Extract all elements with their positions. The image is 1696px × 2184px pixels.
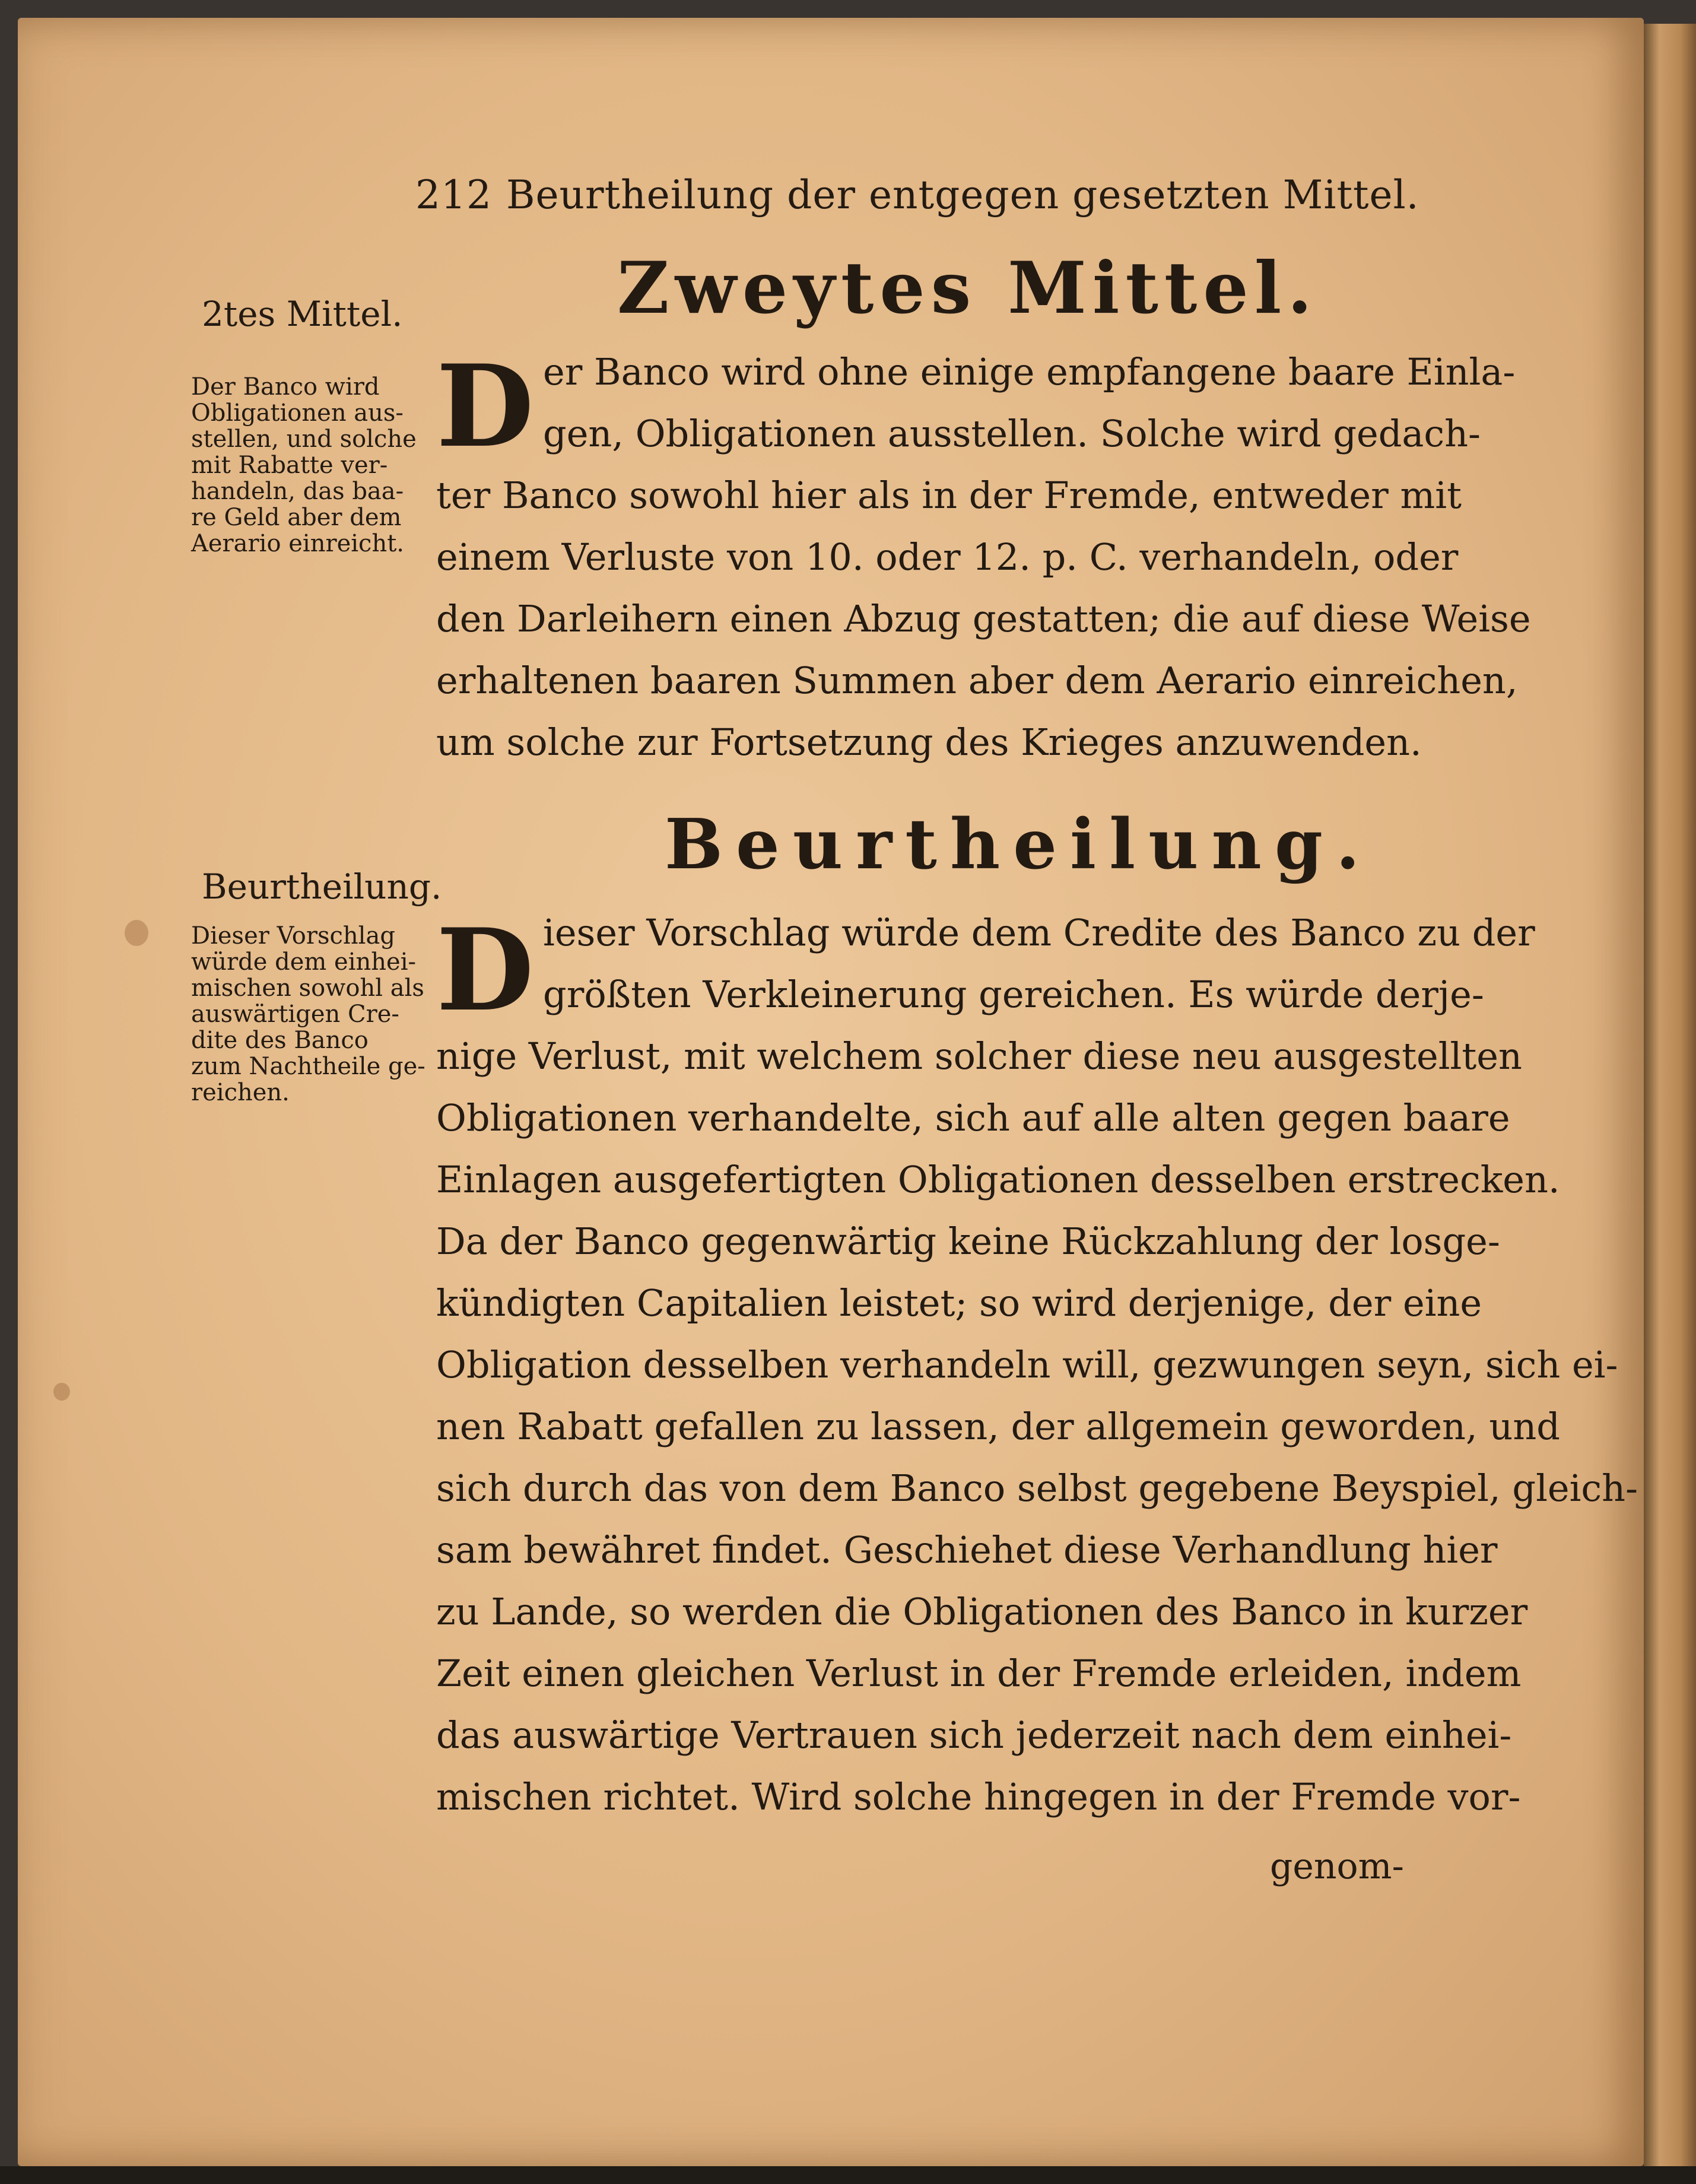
text-line: gen, Obligationen ausstellen. Solche wird gedach-	[543, 412, 1481, 455]
text-line: zu Lande, so werden die Obligationen des Banco in kurzer	[436, 1590, 1528, 1633]
gloss-line: re Geld aber dem	[191, 504, 402, 531]
drop-cap: D	[436, 340, 534, 472]
text-line: den Darleihern einen Abzug gestatten; die auf diese Weise	[436, 597, 1531, 640]
text-line: größten Verkleinerung gereichen. Es würde derje-	[543, 973, 1484, 1016]
adjacent-page-edge	[1644, 24, 1696, 2166]
text-line: einem Verluste von 10. oder 12. p. C. verhandeln, oder	[436, 535, 1459, 579]
gloss-line: zum Nachtheile ge-	[191, 1053, 425, 1080]
gloss-line: stellen, und solche	[191, 426, 417, 453]
gloss-line: Der Banco wird	[191, 373, 380, 401]
section-heading-beurtheilung: Beurtheilung.	[665, 804, 1373, 885]
margin-label: Beurtheilung.	[202, 866, 442, 907]
paper-stain	[125, 920, 148, 946]
text-line: sich durch das von dem Banco selbst gegebene Beyspiel, gleich-	[436, 1466, 1638, 1510]
text-line: er Banco wird ohne einige empfangene baare Einla-	[543, 350, 1516, 393]
gloss-line: handeln, das baa-	[191, 478, 404, 505]
text-line: nige Verlust, mit welchem solcher diese neu ausgestellten	[436, 1034, 1522, 1078]
gloss-line: reichen.	[191, 1079, 290, 1106]
marginal-gloss	[191, 923, 428, 1106]
paragraph	[436, 902, 1638, 1828]
text-line: sam bewähret findet. Geschiehet diese Verhandlung hier	[436, 1528, 1498, 1572]
text-line: Zeit einen gleichen Verlust in der Fremde erleiden, indem	[436, 1652, 1522, 1695]
text-line: Einlagen ausgefertigten Obligationen desselben erstrecken.	[436, 1158, 1560, 1201]
gloss-line: auswärtigen Cre-	[191, 1001, 399, 1028]
scan-bottom-edge	[0, 2166, 1696, 2184]
text-line: kündigten Capitalien leistet; so wird derjenige, der eine	[436, 1281, 1482, 1325]
gloss-line: mischen sowohl als	[191, 974, 424, 1002]
text-line: Da der Banco gegenwärtig keine Rückzahlung der losge-	[436, 1220, 1500, 1263]
margin-label: 2tes Mittel.	[202, 294, 403, 334]
section-heading-zweytes-mittel: Zweytes Mittel.	[617, 246, 1319, 330]
gloss-line: Aerario einreicht.	[191, 530, 405, 557]
gloss-line: Dieser Vorschlag	[191, 922, 395, 950]
gloss-line: würde dem einhei-	[191, 948, 417, 976]
gloss-line: dite des Banco	[191, 1027, 369, 1054]
text-line: ter Banco sowohl hier als in der Fremde, entweder mit	[436, 474, 1462, 517]
paper-stain	[53, 1383, 70, 1401]
running-title: Beurtheilung der entgegen gesetzten Mittel.	[506, 172, 1419, 218]
text-line: Obligation desselben verhandeln will, gezwungen seyn, sich ei-	[436, 1343, 1618, 1386]
text-line: ieser Vorschlag würde dem Credite des Banco zu der	[543, 911, 1535, 954]
gloss-line: mit Rabatte ver-	[191, 452, 388, 479]
gloss-line: Obligationen aus-	[191, 399, 404, 427]
drop-cap: D	[436, 904, 534, 1036]
text-line: Obligationen verhandelte, sich auf alle alten gegen baare	[436, 1096, 1510, 1139]
text-line: um solche zur Fortsetzung des Krieges anzuwenden.	[436, 720, 1422, 764]
text-line: mischen richtet. Wird solche hingegen in der Fremde vor-	[436, 1775, 1521, 1818]
marginal-gloss	[191, 374, 428, 557]
running-head	[415, 172, 1424, 218]
paragraph	[436, 341, 1531, 773]
catchword: genom-	[1270, 1846, 1404, 1887]
text-line: erhaltenen baaren Summen aber dem Aerario einreichen,	[436, 659, 1518, 702]
page-number: 212	[415, 172, 492, 218]
text-line: das auswärtige Vertrauen sich jederzeit nach dem einhei-	[436, 1713, 1512, 1757]
text-line: nen Rabatt gefallen zu lassen, der allgemein geworden, und	[436, 1405, 1560, 1448]
